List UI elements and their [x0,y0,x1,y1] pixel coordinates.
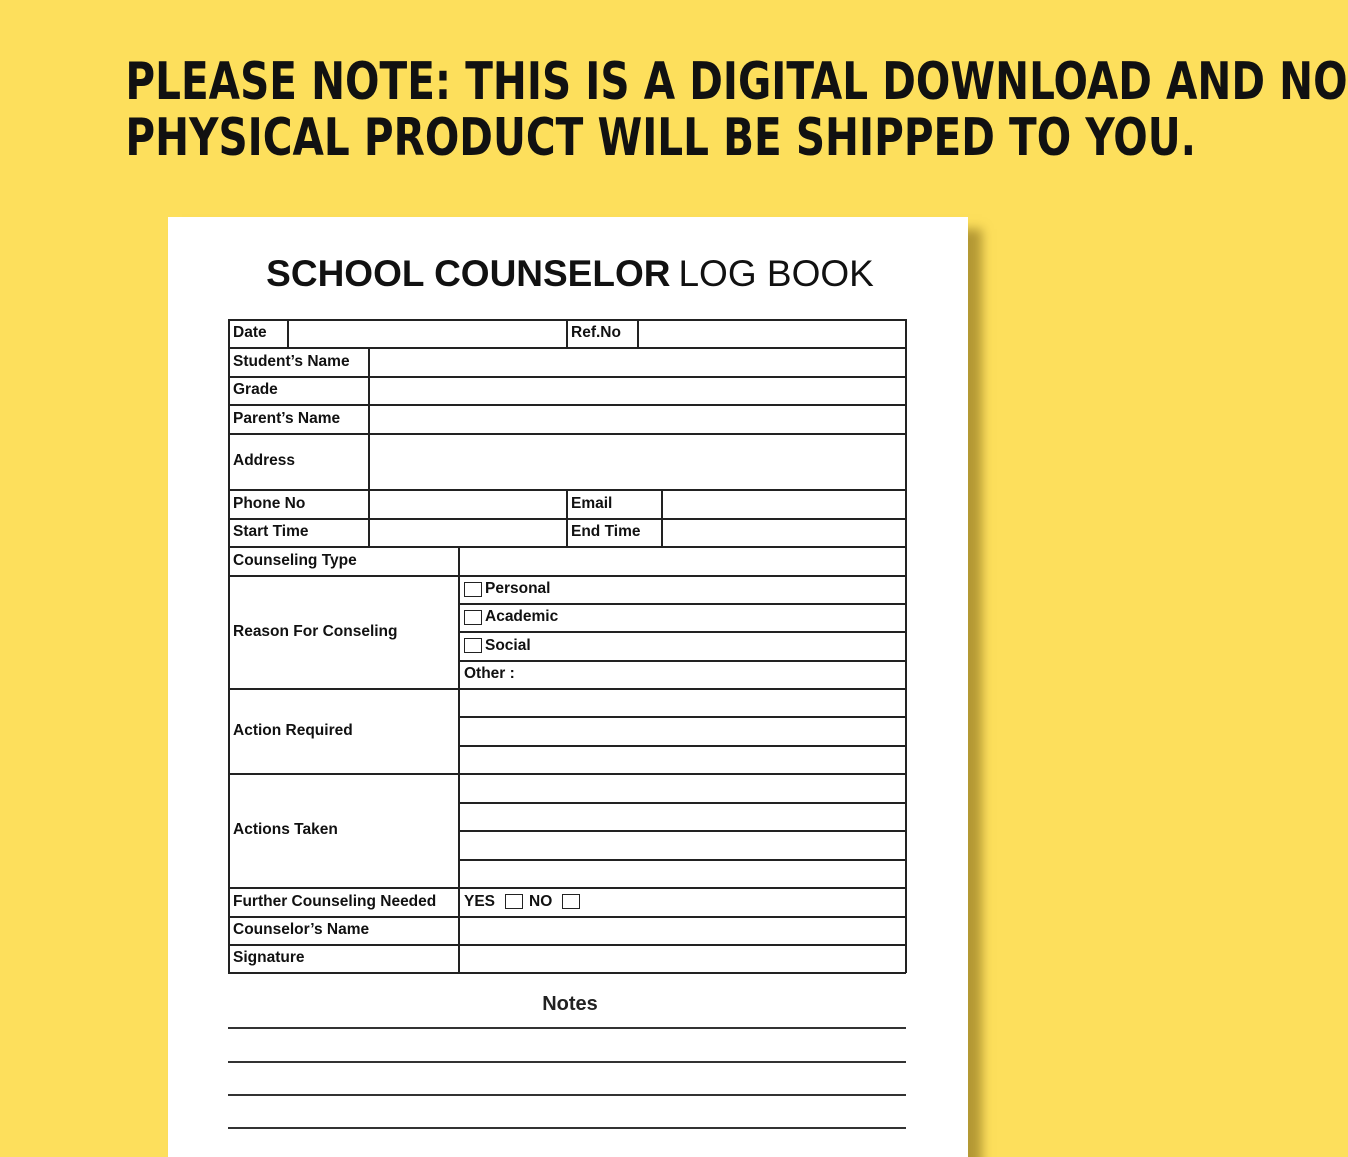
action-required-label: Action Required [233,721,353,739]
title-light: LOG BOOK [678,253,874,294]
option-social[interactable] [459,631,905,660]
page-title [0,253,1140,295]
no-label: NO [529,892,553,910]
student-name-label: Student’s Name [233,352,350,370]
start-time-field[interactable] [369,518,566,546]
other-label: Other : [464,665,515,682]
option-social-label: Social [485,636,531,654]
start-time-label: Start Time [233,523,309,540]
counselor-name-label: Counselor’s Name [233,921,370,938]
action-required-field[interactable] [459,688,905,773]
option-personal-label: Personal [485,580,551,597]
email-field[interactable] [662,489,905,518]
option-academic[interactable] [459,603,905,631]
checkbox-personal[interactable] [464,582,482,597]
student-name-field[interactable] [369,347,905,376]
grade-label: Grade [233,381,278,398]
actions-taken-field[interactable] [459,773,905,887]
end-time-field[interactable] [662,518,905,546]
ref-no-field[interactable] [638,319,905,347]
date-field[interactable] [288,319,566,347]
phone-no-field[interactable] [369,489,566,518]
checkbox-yes[interactable] [505,894,523,909]
actions-taken-label: Actions Taken [233,821,338,838]
notes-line[interactable] [228,1094,906,1096]
notes-title: Notes [542,993,598,1015]
notice-line-1: PLEASE NOTE: THIS IS A DIGITAL DOWNLOAD AND NO [125,52,1348,112]
date-label: Date [233,324,267,341]
notes-line[interactable] [228,1061,906,1063]
checkbox-academic[interactable] [464,610,482,625]
further-counseling-label: Further Counseling Needed [233,892,437,910]
address-label: Address [233,452,296,469]
counselor-name-field[interactable] [459,916,905,944]
notice-line-2: PHYSICAL PRODUCT WILL BE SHIPPED TO YOU. [125,108,1197,168]
email-label: Email [571,494,613,512]
signature-label: Signature [233,949,305,966]
address-field[interactable] [369,433,905,489]
checkbox-no[interactable] [562,894,580,909]
notes-line[interactable] [228,1127,906,1129]
counseling-type-label: Counseling Type [233,551,357,569]
checkbox-social[interactable] [464,638,482,653]
counseling-type-field[interactable] [459,546,905,575]
option-academic-label: Academic [485,608,559,625]
ref-no-label: Ref.No [571,324,621,341]
grade-field[interactable] [369,376,905,404]
parent-name-label: Parent’s Name [233,409,341,427]
counselor-form [228,319,906,973]
further-counseling-field [459,887,905,916]
title-bold: SCHOOL COUNSELOR [266,253,671,294]
other-field[interactable] [459,660,905,688]
notes-line[interactable] [228,1027,906,1029]
end-time-label: End Time [571,523,641,540]
reason-label: Reason For Conseling [233,622,398,640]
option-personal[interactable] [459,575,905,603]
phone-no-label: Phone No [233,494,306,512]
yes-label: YES [464,892,496,910]
signature-field[interactable] [459,944,905,972]
parent-name-field[interactable] [369,404,905,433]
